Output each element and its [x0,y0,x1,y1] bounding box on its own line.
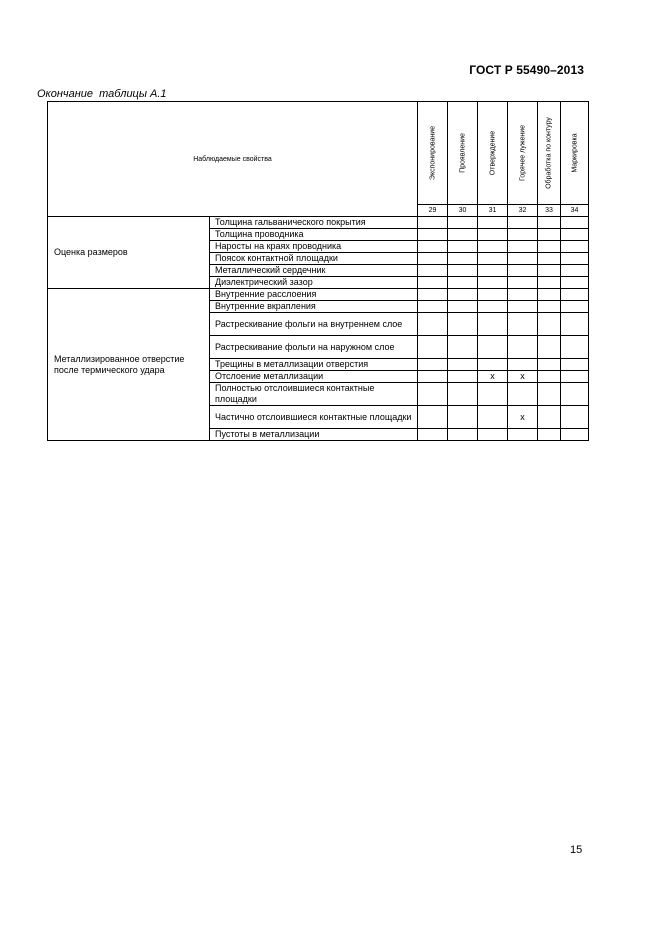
property-cell: Диэлектрический зазор [210,277,418,289]
mark-cell [478,253,508,265]
mark-cell [538,289,561,301]
mark-cell [561,217,589,229]
column-header-curing: Отверждение [478,102,508,205]
mark-cell [418,371,448,383]
mark-cell [448,313,478,336]
property-cell: Отслоение металлизации [210,371,418,383]
mark-cell [538,301,561,313]
property-cell: Толщина гальванического покрытия [210,217,418,229]
mark-cell [478,229,508,241]
mark-cell [418,406,448,429]
mark-cell [418,313,448,336]
mark-cell [538,383,561,406]
mark-cell [418,383,448,406]
mark-cell [538,217,561,229]
mark-cell [448,241,478,253]
mark-cell [448,371,478,383]
column-number: 31 [478,205,508,217]
mark-cell [418,277,448,289]
mark-cell [538,241,561,253]
column-header-contour-processing: Обработка по контуру [538,102,561,205]
mark-cell [561,429,589,441]
mark-cell [561,277,589,289]
mark-cell [478,313,508,336]
column-header-exposure: Экспонирование [418,102,448,205]
mark-cell [478,429,508,441]
mark-cell [561,406,589,429]
mark-cell [478,277,508,289]
mark-cell [448,406,478,429]
mark-cell [561,289,589,301]
mark-cell [448,336,478,359]
property-cell: Металлический сердечник [210,265,418,277]
column-number: 29 [418,205,448,217]
mark-cell [538,429,561,441]
mark-cell [508,301,538,313]
mark-cell [508,265,538,277]
mark-cell [418,301,448,313]
mark-cell [448,265,478,277]
mark-cell [478,406,508,429]
property-cell: Пустоты в металлизации [210,429,418,441]
mark-cell [418,253,448,265]
mark-cell [478,265,508,277]
column-number: 32 [508,205,538,217]
mark-cell [561,229,589,241]
mark-cell: x [508,371,538,383]
mark-cell [478,217,508,229]
mark-cell [448,253,478,265]
column-number: 33 [538,205,561,217]
mark-cell [538,336,561,359]
mark-cell [508,359,538,371]
group-label: Металлизированное отверстие после термического удара [48,289,210,441]
property-cell: Толщина проводника [210,229,418,241]
mark-cell [508,429,538,441]
mark-cell [508,253,538,265]
mark-cell [508,241,538,253]
column-number: 34 [561,205,589,217]
property-cell: Наросты на краях проводника [210,241,418,253]
property-cell: Поясок контактной площадки [210,253,418,265]
mark-cell [561,313,589,336]
property-cell: Внутренние расслоения [210,289,418,301]
mark-cell [448,277,478,289]
properties-table [47,101,589,441]
page-number: 15 [570,844,583,856]
mark-cell [508,313,538,336]
mark-cell [448,289,478,301]
mark-cell [478,241,508,253]
mark-cell [561,336,589,359]
mark-cell: x [478,371,508,383]
table-row [48,217,589,229]
document-code: ГОСТ Р 55490–2013 [469,63,584,77]
header-row [48,102,589,205]
mark-cell [561,253,589,265]
mark-cell [448,359,478,371]
mark-cell [418,229,448,241]
mark-cell [508,277,538,289]
mark-cell [508,229,538,241]
mark-cell [418,265,448,277]
mark-cell [538,406,561,429]
mark-cell [508,217,538,229]
mark-cell [448,301,478,313]
mark-cell [478,336,508,359]
table-row [48,289,589,301]
mark-cell [538,277,561,289]
property-cell: Растрескивание фольги на внутреннем слое [210,313,418,336]
mark-cell [561,359,589,371]
mark-cell [478,359,508,371]
mark-cell [538,359,561,371]
table-caption: Окончание таблицы А.1 [37,88,167,100]
mark-cell [478,383,508,406]
mark-cell [478,301,508,313]
mark-cell [418,359,448,371]
mark-cell [448,383,478,406]
mark-cell [418,429,448,441]
mark-cell [508,383,538,406]
mark-cell [508,289,538,301]
mark-cell [538,265,561,277]
column-header-development: Проявление [448,102,478,205]
group-label: Оценка размеров [48,217,210,289]
property-cell: Полностью отслоившиеся контактные площадки [210,383,418,406]
mark-cell [561,301,589,313]
mark-cell [478,289,508,301]
mark-cell [418,217,448,229]
property-cell: Внутренние вкрапления [210,301,418,313]
mark-cell [561,265,589,277]
column-header-marking: Маркировка [561,102,589,205]
mark-cell [418,241,448,253]
mark-cell [538,229,561,241]
column-header-hot-tinning: Горячее лужение [508,102,538,205]
property-cell: Трещины в металлизации отверстия [210,359,418,371]
mark-cell [561,241,589,253]
mark-cell: x [508,406,538,429]
mark-cell [561,383,589,406]
mark-cell [448,217,478,229]
mark-cell [561,371,589,383]
mark-cell [508,336,538,359]
mark-cell [538,371,561,383]
mark-cell [448,429,478,441]
mark-cell [538,313,561,336]
mark-cell [418,336,448,359]
property-cell: Растрескивание фольги на наружном слое [210,336,418,359]
corner-header: Наблюдаемые свойства [48,102,418,217]
mark-cell [448,229,478,241]
mark-cell [418,289,448,301]
column-number: 30 [448,205,478,217]
property-cell: Частично отслоившиеся контактные площадки [210,406,418,429]
mark-cell [538,253,561,265]
